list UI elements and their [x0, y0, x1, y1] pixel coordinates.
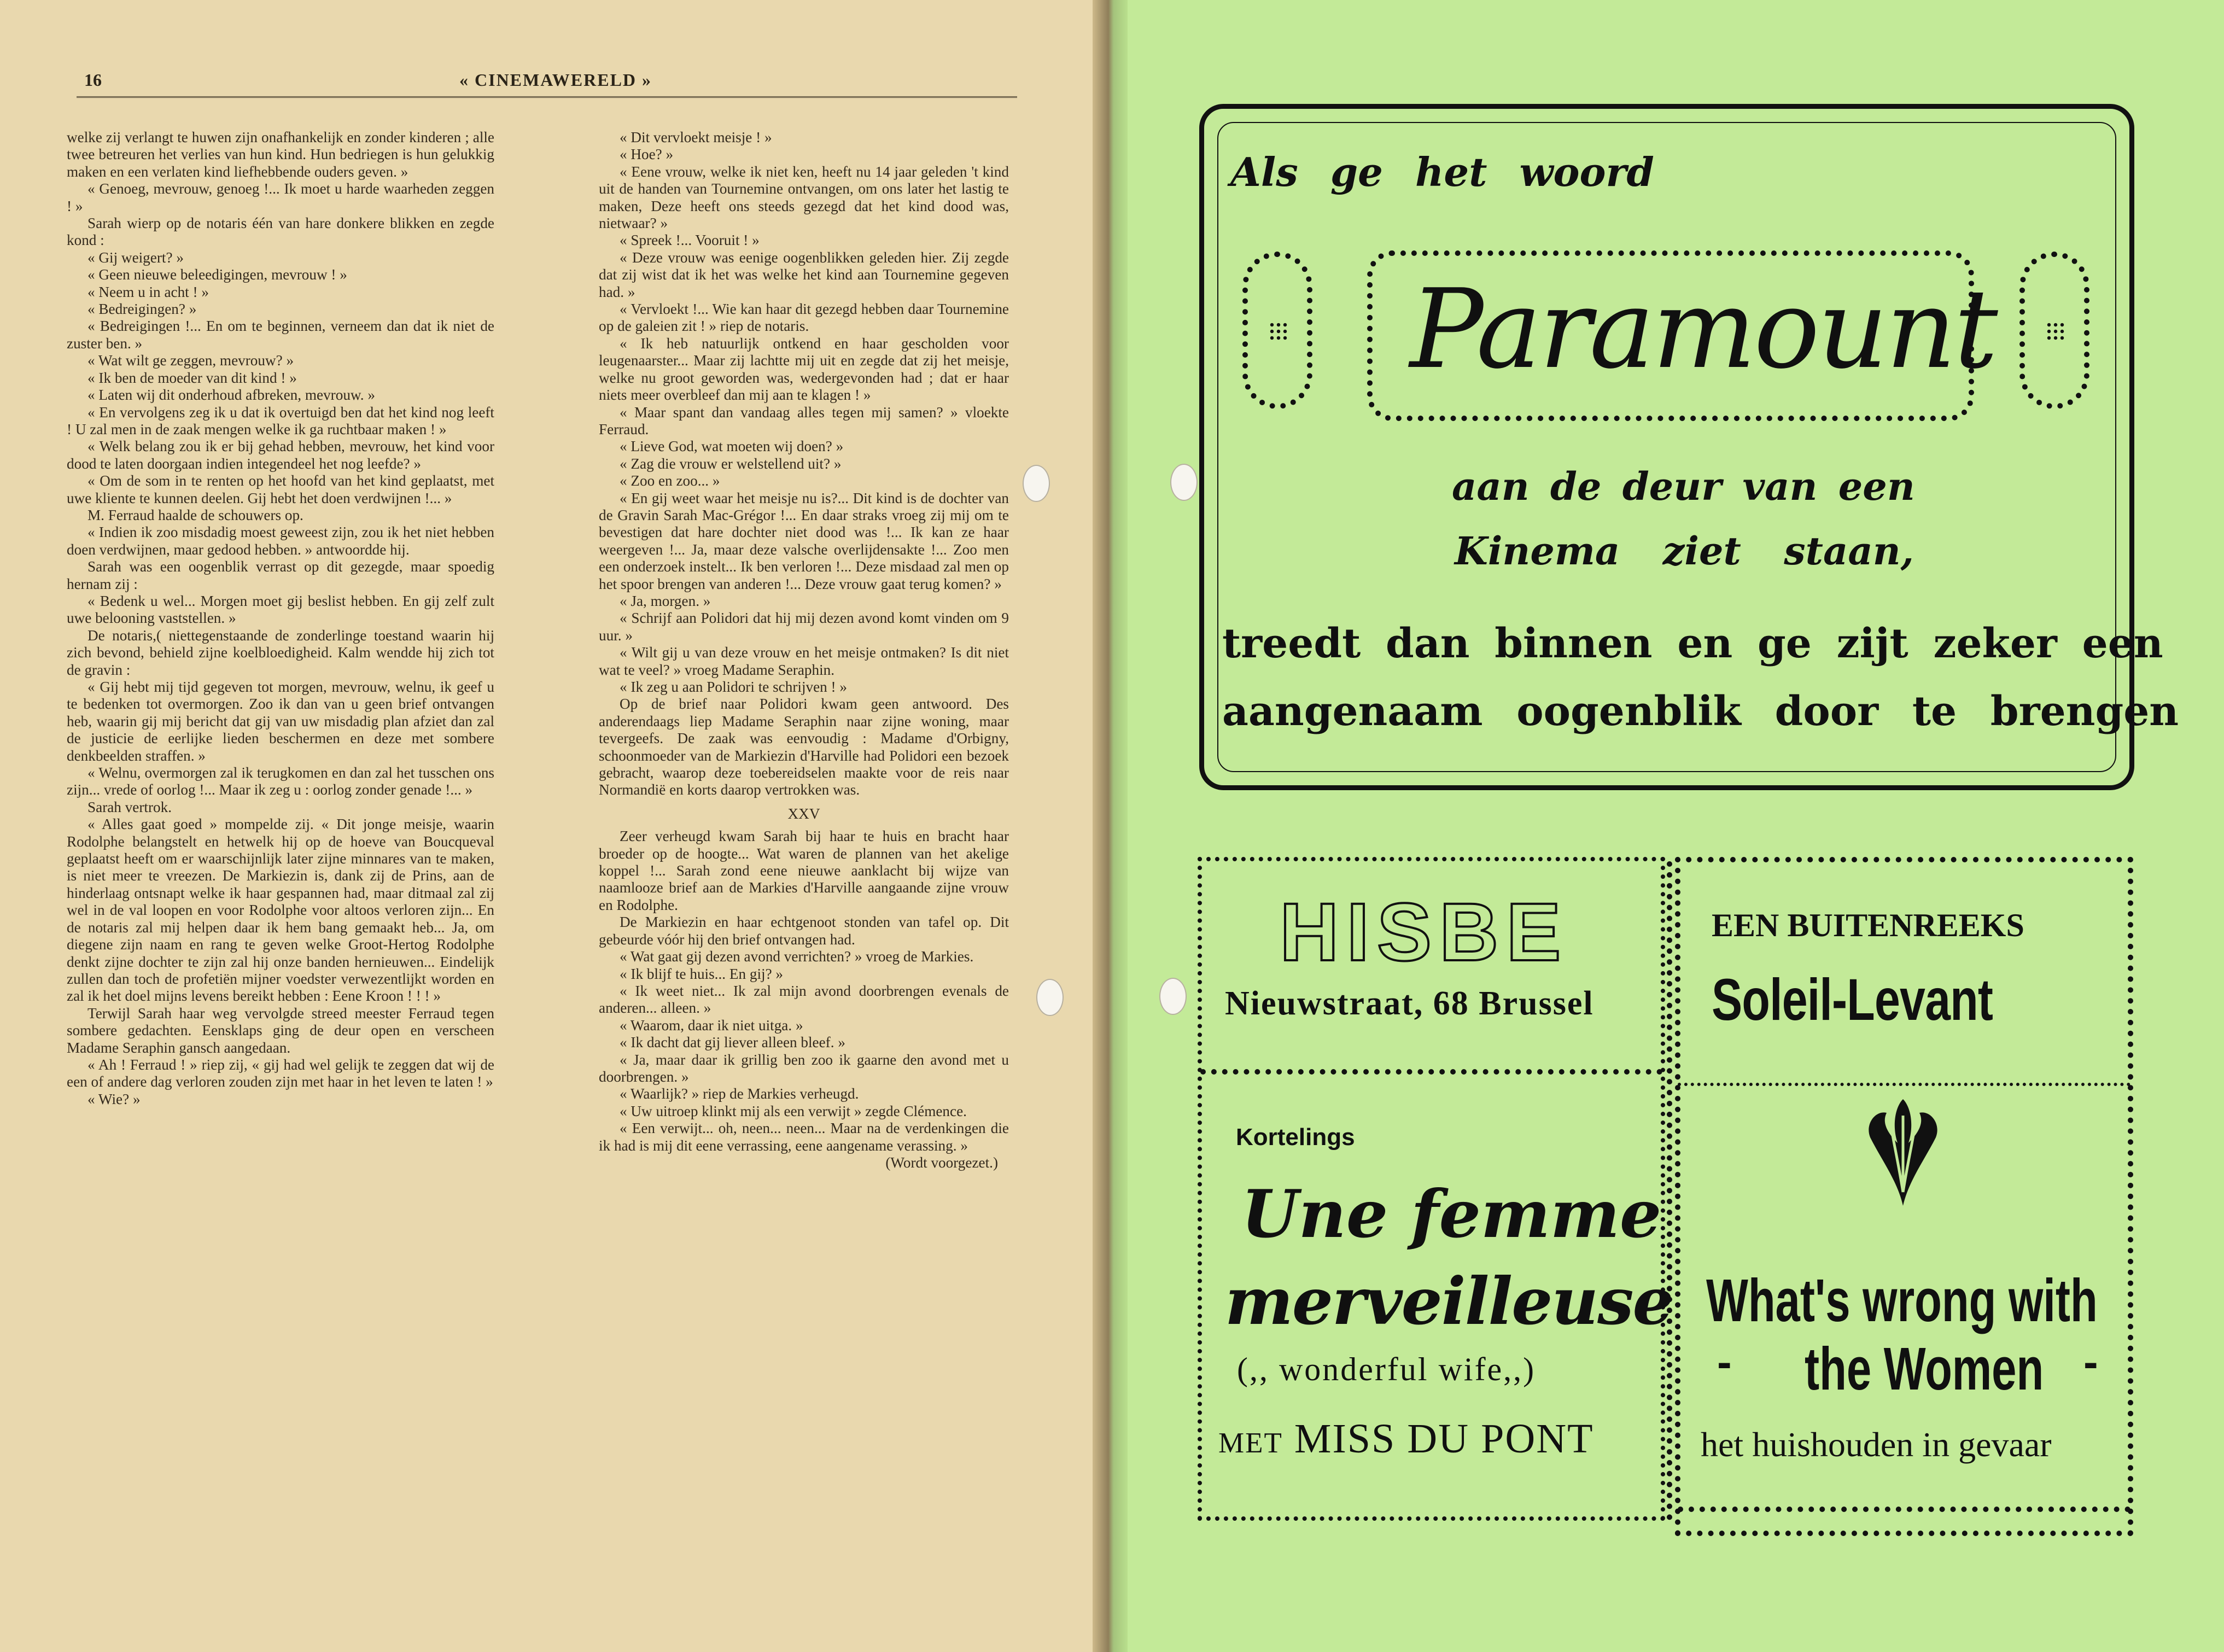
- paragraph: welke zij verlangt te huwen zijn onafhankelijk en zonder kinderen ; alle twee betreuren het verlies van hun kind. Hun bedriegen is hun gelukkig maken en een verlaten kind liefhebbende ouders geven. »: [67, 129, 494, 180]
- text-column-right: [599, 129, 1009, 1171]
- paragraph: « Ik heb natuurlijk ontkend en haar gescholden voor leugenaarster... Maar zij lachtte mij uit en zegde dat zij het meisje, welke nu groot geworden was, wedergevonden had ; dat er haar niets meer overbleef dan mij aan te klagen ! »: [599, 335, 1009, 404]
- paragraph: « Bedreigingen !... En om te beginnen, verneem dan dat ik niet de zuster ben. »: [67, 318, 494, 352]
- hisbe-address: Nieuwstraat, 68 Brussel: [1225, 985, 1594, 1022]
- paragraph: « Indien ik zoo misdadig moest geweest zijn, zou ik het niet hebben doen verdwijnen, maar gedood hebben. » antwoordde hij.: [67, 524, 494, 558]
- paragraph: Zeer verheugd kwam Sarah bij haar te huis en bracht haar broeder op de hoogte... Wat waren de plannen van het akelige koppel !... Sarah zond eene nieuwe aanklacht bij wijze van naamlooze brief aan de Markies d'Harville aangaande zijne vrouw en Rodolphe.: [599, 828, 1009, 913]
- divider: [1667, 861, 1672, 1520]
- film-subtitle: (,, wonderful wife,,): [1237, 1351, 1536, 1387]
- header-rule: [77, 96, 1017, 100]
- continued-note: (Wordt voorgezet.): [885, 1154, 998, 1171]
- magazine-title: « CINEMAWERELD »: [459, 70, 652, 90]
- paragraph: « En vervolgens zeg ik u dat ik overtuigd ben dat het kind nog leeft ! U zal men in de zaak mengen welke ik ga ruchtbaar maken ! »: [67, 404, 494, 437]
- punch-hole: [1159, 978, 1187, 1015]
- paragraph: Sarah vertrok.: [87, 798, 172, 815]
- paragraph: « Dit vervloekt meisje ! »: [620, 129, 772, 145]
- film-title-2: merveilleuse: [1225, 1263, 1673, 1339]
- paragraph: « Ik zeg u aan Polidori te schrijven ! »: [620, 679, 848, 695]
- dash-left: -: [1717, 1338, 1732, 1386]
- paragraph: « Waarlijk? » riep de Markies verheugd.: [620, 1085, 859, 1102]
- dotted-oval-left: [1242, 252, 1312, 409]
- paragraph: « Neem u in acht ! »: [87, 283, 209, 300]
- section-heading: XXV: [787, 805, 820, 822]
- wrong-line-2: the Women: [1805, 1335, 2044, 1403]
- paramount-ad-frame: [1199, 104, 2134, 790]
- paragraph: « Geen nieuwe beleedigingen, mevrouw ! »: [87, 266, 347, 283]
- wrong-line-1: What's wrong with: [1706, 1267, 2098, 1334]
- ad-line-1: Als ge het woord: [1230, 149, 1654, 195]
- divider: [1678, 1083, 2130, 1086]
- paragraph: « Een verwijt... oh, neen... neen... Maar na de verdenkingen die ik had is mij dit eene verrassing, eene aangename verassing. »: [599, 1120, 1009, 1154]
- paragraph: « Spreek !... Vooruit ! »: [620, 232, 760, 249]
- paragraph: De notaris,( niettegenstaande de zonderlinge toestand waarin hij zich bevond, behield zijne koelbloedigheid. Kalm wendde hij zich tot de gravin :: [67, 627, 494, 678]
- ad-line-3: Kinema ziet staan,: [1455, 528, 1914, 574]
- paragraph: « Gij hebt mij tijd gegeven tot morgen, mevrouw, welnu, ik geef u te bedenken tot overmorgen. Zoo ik dan van u geen brief ontvangen heb, waarin gij mij bericht dat gij van uw misdadig plan afziet dan zal de justicie de eerlijke lieden beschermen en deze met sombere denkbeelden straffen. »: [67, 679, 494, 764]
- page-header: [77, 70, 1017, 97]
- leaf-ornament-icon: [1859, 1094, 1947, 1209]
- paragraph: « Bedreigingen? »: [87, 301, 197, 318]
- paramount-logo: Paramount: [1410, 266, 1996, 393]
- paragraph: « Vervloekt !... Wie kan haar dit gezegd hebben daar Tournemine op de galeien zit ! » riep de notaris.: [599, 301, 1009, 335]
- paragraph: « Uw uitroep klinkt mij als een verwijt » zegde Clémence.: [620, 1102, 967, 1119]
- hisbe-logo: HISBE: [1280, 886, 1569, 978]
- punch-hole: [1036, 979, 1064, 1016]
- paragraph: « Zag die vrouw er welstellend uit? »: [620, 455, 842, 472]
- paragraph: « Eene vrouw, welke ik niet ken, heeft nu 14 jaar geleden 't kind uit de handen van Tournemine ontvangen, om ons later het lastig te maken, Deze heeft ons steeds gezegd dat het kind dood was, nietwaar? »: [599, 163, 1009, 232]
- paragraph: « Zoo en zoo... »: [620, 472, 720, 489]
- paragraph: « Bedenk u wel... Morgen moet gij beslist hebben. En gij zelf zult uwe belooning vaststellen. »: [67, 592, 494, 627]
- punch-hole: [1170, 464, 1198, 501]
- paragraph: De Markiezin en haar echtgenoot stonden van tafel op. Dit gebeurde vóór hij den brief ontvangen had.: [599, 914, 1009, 948]
- paragraph: « Ja, morgen. »: [620, 592, 711, 609]
- ad-line-5: aangenaam oogenblik door te brengen: [1222, 688, 2179, 735]
- paragraph: « Wat wilt ge zeggen, mevrouw? »: [87, 352, 294, 369]
- paragraph: Terwijl Sarah haar weg vervolgde streed meester Ferraud tegen sombere gedachten. Eensklaps ging de deur open en verscheen Madame Seraphin gansch aangedaan.: [67, 1005, 494, 1056]
- ad-line-2: aan de deur van een: [1452, 464, 1915, 509]
- paragraph: « Welk belang zou ik er bij gehad hebben, mevrouw, het kind voor dood te laten doorgaan indien integendeel het nog leefde? »: [67, 438, 494, 472]
- paragraph: « Lieve God, wat moeten wij doen? »: [620, 438, 844, 455]
- paragraph: « Ik weet niet... Ik zal mijn avond doorbrengen evenals de anderen... alleen. »: [599, 982, 1009, 1017]
- paragraph: Op de brief naar Polidori kwam geen antwoord. Des anderendaags liep Madame Seraphin naar zijne woning, maar tevergeefs. De zaak was eenvoudig : Madame d'Orbigny, schoonmoeder van de Markiezin d'Harville had Polidori een bezoek gebracht, waarop deze toebereidselen maakte voor de reis naar Normandië en korts daarop vertrokken was.: [599, 696, 1009, 798]
- paragraph: « Deze vrouw was eenige oogenblikken geleden hier. Zij zegde dat zij wist dat ik het was welke het kind aan Tournemine gegeven had. »: [599, 249, 1009, 300]
- paragraph: « Waarom, daar ik niet uitga. »: [620, 1017, 803, 1034]
- paragraph: « Ik dacht dat gij liever alleen bleef. »: [620, 1034, 845, 1051]
- paragraph: « Wie? »: [87, 1090, 141, 1107]
- kortelings-label: Kortelings: [1236, 1124, 1355, 1151]
- wrong-line-3: het huishouden in gevaar: [1701, 1425, 2052, 1464]
- paragraph: « Wat gaat gij dezen avond verrichten? » vroeg de Markies.: [620, 948, 974, 965]
- paragraph: « Ik ben de moeder van dit kind ! »: [87, 369, 297, 386]
- paragraph: « Ah ! Ferraud ! » riep zij, « gij had wel gelijk te zeggen dat wij de een of andere dag verloren zouden zijn met haar in het leven te laten ! »: [67, 1056, 494, 1090]
- paragraph: Sarah was een oogenblik verrast op dit gezegde, maar spoedig hernam zij :: [67, 558, 494, 592]
- paragraph: « Laten wij dit onderhoud afbreken, mevrouw. »: [87, 387, 375, 404]
- paragraph: « Alles gaat goed » mompelde zij. « Dit jonge meisje, waarin Rodolphe belangstelt en hetwelk hij op de hoeve van Boucqueval geplaatst heeft om er waarschijnlijk later zijne minnares van te maken, is niet meer te vreezen. De Markiezin is, dank zij de Prins, aan de hinderlaag ontsnapt welke ik haar gespannen had, maar ditmaal zal zij wel in de val loopen en voor Rodolphe voor altoos verloren zijn... En de notaris zal mij helpen daar ik hem bang gemaakt heb... Ja, om diegene zijn naam en rang te geven welke Groot-Hertog Rodolphe denkt zijne dochter te zijn zal hij onze banden hernieuwen... Eindelijk zullen dan toch de profetiën mijner voedster verwezentlijkt worden en zal ik het doel mijns levens bereikt hebben : Eene Kroon ! ! ! »: [67, 816, 494, 1005]
- divider: [1678, 1507, 2130, 1512]
- text-column-left: [67, 129, 494, 1108]
- paragraph: « Schrijf aan Polidori dat hij mij dezen avond komt vinden om 9 uur. »: [599, 610, 1009, 644]
- paragraph: « Welnu, overmorgen zal ik terugkomen en dan zal het tusschen ons zijn... vrede of oorlog !... Maar ik zeg u : oorlog zonder genade !... »: [67, 764, 494, 798]
- divider: [1200, 1069, 1662, 1075]
- paragraph: « Om de som in te renten op het hoofd van het kind geplaatst, met uwe kliente te kunnen deelen. Gij hebt het doen verdwijnen !... »: [67, 472, 494, 506]
- film-cast: met MISS DU PONT: [1218, 1416, 1594, 1462]
- paragraph: « En gij weet waar het meisje nu is?... Dit kind is de dochter van de Gravin Sarah Mac-Grégor !... En daar straks vroeg zij mij om te bevestigen dat hare dochter niet dood was !... Ik kan ze haar weergeven !... Ja, maar deze valsche overlijdensakte !... Zoo men een onderzoek instelt... Ik ben verloren !... Deze misdaad zal men op het spoor brengen van anderen !... Deze vrouw gaat terug komen? »: [599, 489, 1009, 592]
- soleil-header: EEN BUITENREEKS: [1712, 907, 2024, 943]
- dotted-oval-right: [2019, 252, 2089, 409]
- film-title-1: Une femme: [1241, 1176, 1662, 1253]
- paragraph: « Genoeg, mevrouw, genoeg !... Ik moet u harde waarheden zeggen ! »: [67, 180, 494, 214]
- paragraph: Sarah wierp op de notaris één van hare donkere blikken en zegde kond :: [67, 215, 494, 249]
- punch-hole: [1023, 465, 1050, 502]
- ad-line-4: treedt dan binnen en ge zijt zeker een: [1222, 620, 2163, 667]
- paragraph: « Gij weigert? »: [87, 249, 184, 266]
- paragraph: « Ik blijf te huis... En gij? »: [620, 965, 784, 982]
- paragraph: « Hoe? »: [620, 146, 674, 163]
- paragraph: M. Ferraud haalde de schouwers op.: [87, 506, 303, 523]
- paragraph: « Ja, maar daar ik grillig ben zoo ik gaarne den avond met u doorbrengen. »: [599, 1051, 1009, 1085]
- dash-right: -: [2083, 1338, 2098, 1386]
- page-number: 16: [84, 70, 102, 90]
- paragraph: « Wilt gij u van deze vrouw en het meisje ontmaken? Is dit niet wat te veel? » vroeg Madame Seraphin.: [599, 644, 1009, 678]
- soleil-logo: Soleil-Levant: [1712, 966, 1993, 1032]
- book-spine: [1093, 0, 1128, 1652]
- paragraph: « Maar spant dan vandaag alles tegen mij samen? » vloekte Ferraud.: [599, 404, 1009, 437]
